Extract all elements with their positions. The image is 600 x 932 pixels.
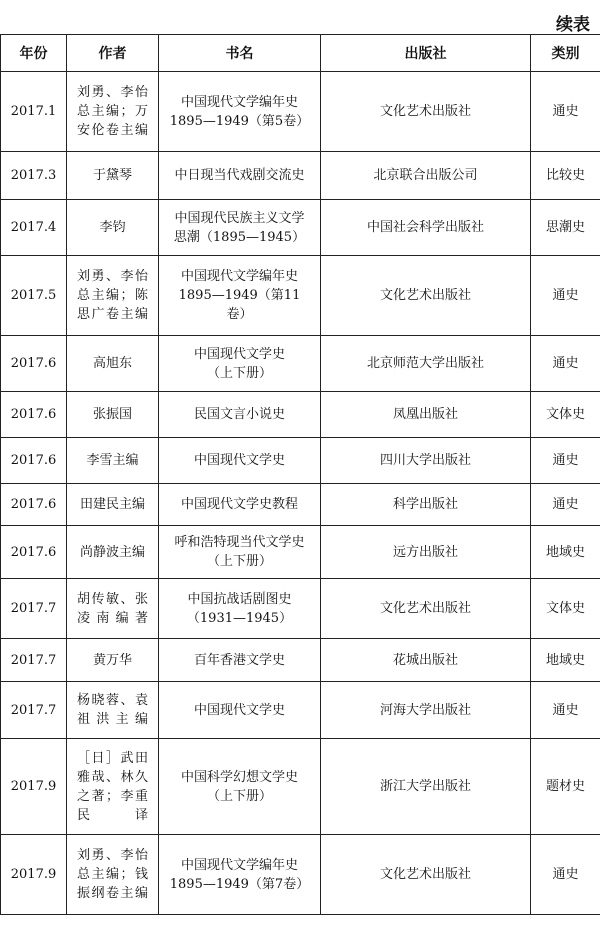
publisher-cell bbox=[321, 682, 531, 739]
publisher-text: 浙江大学出版社 bbox=[379, 779, 471, 794]
publisher-text: 远方出版社 bbox=[392, 544, 458, 560]
author-line: 刘勇、李怡 bbox=[77, 85, 148, 100]
author-line: 黄万华 bbox=[92, 652, 132, 668]
table-row bbox=[1, 484, 600, 526]
author-line: 民译 bbox=[77, 807, 148, 823]
title-line: （上下册） bbox=[206, 554, 272, 569]
author-line: 总主编；钱 bbox=[77, 867, 148, 882]
publisher-cell bbox=[321, 438, 531, 484]
year-text: 2017.1 bbox=[10, 104, 57, 119]
title-line: （上下册） bbox=[206, 788, 272, 804]
table-row bbox=[1, 438, 600, 484]
author-line: 李钧 bbox=[99, 220, 126, 235]
publisher-cell bbox=[321, 200, 531, 256]
year-text: 2017.9 bbox=[10, 867, 57, 882]
category-cell bbox=[531, 256, 600, 336]
publisher-cell bbox=[321, 739, 531, 835]
title-cell bbox=[159, 682, 321, 739]
title-cell bbox=[159, 256, 321, 336]
author-cell bbox=[67, 72, 159, 152]
author-line: 雅哉、林久 bbox=[77, 769, 148, 785]
category-text: 通史 bbox=[552, 356, 579, 371]
year-text: 2017.9 bbox=[10, 779, 57, 794]
table-row bbox=[1, 392, 600, 438]
category-text: 文体史 bbox=[545, 601, 585, 616]
title-line: 中国现代文学编年史 bbox=[180, 857, 298, 873]
title-cell bbox=[159, 72, 321, 152]
title-line: 中国现代文学编年史 bbox=[180, 269, 298, 284]
publisher-cell bbox=[321, 256, 531, 336]
author-line: 思广卷主编 bbox=[77, 307, 148, 322]
category-text: 通史 bbox=[552, 453, 579, 468]
year-cell bbox=[1, 200, 67, 256]
publisher-text: 河海大学出版社 bbox=[379, 702, 471, 718]
author-cell bbox=[67, 639, 159, 682]
category-cell bbox=[531, 200, 600, 256]
author-cell bbox=[67, 256, 159, 336]
title-cell bbox=[159, 835, 321, 915]
title-line: 呼和浩特现当代文学史 bbox=[174, 535, 305, 550]
year-text: 2017.4 bbox=[10, 220, 57, 235]
category-cell bbox=[531, 682, 600, 739]
title-line: 1895—1949（第11卷） bbox=[178, 288, 301, 322]
publisher-text: 四川大学出版社 bbox=[379, 453, 471, 468]
year-text: 2017.6 bbox=[10, 453, 57, 468]
year-cell bbox=[1, 639, 67, 682]
publisher-text: 文化艺术出版社 bbox=[379, 104, 471, 119]
publisher-cell bbox=[321, 835, 531, 915]
category-cell bbox=[531, 438, 600, 484]
table-header-row bbox=[1, 35, 600, 72]
table-row bbox=[1, 200, 600, 256]
title-line: 中国现代文学史 bbox=[193, 346, 285, 362]
title-cell bbox=[159, 200, 321, 256]
year-cell bbox=[1, 739, 67, 835]
header-title: 书名 bbox=[159, 35, 321, 72]
title-cell bbox=[159, 438, 321, 484]
title-cell bbox=[159, 484, 321, 526]
publisher-text: 文化艺术出版社 bbox=[379, 288, 471, 303]
year-text: 2017.6 bbox=[10, 544, 57, 560]
publisher-cell bbox=[321, 579, 531, 639]
year-cell bbox=[1, 392, 67, 438]
author-cell bbox=[67, 392, 159, 438]
author-line: 张振国 bbox=[92, 407, 132, 422]
author-line: 尚静波主编 bbox=[79, 544, 145, 560]
title-cell bbox=[159, 336, 321, 392]
publisher-cell bbox=[321, 639, 531, 682]
author-line: 总主编；万 bbox=[77, 104, 148, 119]
author-cell bbox=[67, 835, 159, 915]
year-cell bbox=[1, 72, 67, 152]
category-text: 通史 bbox=[552, 867, 579, 882]
publisher-text: 文化艺术出版社 bbox=[379, 867, 471, 882]
author-cell bbox=[67, 152, 159, 200]
year-cell bbox=[1, 256, 67, 336]
title-line: 中国现代文学编年史 bbox=[180, 94, 298, 110]
title-line: 中国抗战话剧图史 bbox=[187, 591, 292, 607]
author-cell bbox=[67, 579, 159, 639]
category-cell bbox=[531, 336, 600, 392]
title-line: 中国现代文学史教程 bbox=[180, 497, 298, 512]
title-line: 中日现当代戏剧交流史 bbox=[174, 168, 305, 183]
header-author: 作者 bbox=[67, 35, 159, 72]
category-text: 题材史 bbox=[545, 779, 585, 794]
author-line: 于黛琴 bbox=[92, 168, 132, 183]
publisher-text: 文化艺术出版社 bbox=[379, 601, 471, 616]
publisher-cell bbox=[321, 152, 531, 200]
title-cell bbox=[159, 152, 321, 200]
table-row bbox=[1, 835, 600, 915]
author-cell bbox=[67, 200, 159, 256]
table-row bbox=[1, 152, 600, 200]
category-cell bbox=[531, 526, 600, 579]
category-text: 思潮史 bbox=[545, 220, 585, 235]
category-text: 通史 bbox=[552, 497, 579, 512]
table-row bbox=[1, 682, 600, 739]
year-cell bbox=[1, 336, 67, 392]
year-cell bbox=[1, 484, 67, 526]
publisher-text: 中国社会科学出版社 bbox=[366, 220, 484, 235]
title-cell bbox=[159, 392, 321, 438]
author-cell bbox=[67, 526, 159, 579]
year-cell bbox=[1, 152, 67, 200]
year-text: 2017.7 bbox=[10, 702, 57, 718]
category-text: 通史 bbox=[552, 104, 579, 119]
year-cell bbox=[1, 835, 67, 915]
category-text: 通史 bbox=[552, 288, 579, 303]
table-row bbox=[1, 336, 600, 392]
year-cell bbox=[1, 438, 67, 484]
table-body bbox=[1, 72, 600, 915]
author-line: 振纲卷主编 bbox=[77, 886, 148, 901]
book-table bbox=[0, 34, 600, 915]
author-line: 祖洪主编 bbox=[77, 712, 148, 727]
author-line: ［日］武田 bbox=[77, 750, 148, 766]
title-line: 中国现代文学史 bbox=[193, 702, 285, 718]
author-line: 安伦卷主编 bbox=[77, 123, 148, 138]
table-row bbox=[1, 739, 600, 835]
publisher-text: 科学出版社 bbox=[392, 497, 458, 512]
author-line: 刘勇、李怡 bbox=[77, 848, 148, 863]
year-text: 2017.6 bbox=[10, 497, 57, 512]
continued-label: 续表 bbox=[556, 15, 590, 35]
title-line: 中国科学幻想文学史 bbox=[180, 769, 298, 785]
title-cell bbox=[159, 579, 321, 639]
title-line: （1931—1945） bbox=[186, 610, 293, 626]
author-line: 胡传敏、张 bbox=[77, 591, 148, 607]
title-line: 1895—1949（第5卷） bbox=[169, 113, 310, 129]
year-text: 2017.6 bbox=[10, 407, 57, 422]
category-cell bbox=[531, 72, 600, 152]
publisher-text: 凤凰出版社 bbox=[392, 407, 458, 422]
title-line: 民国文言小说史 bbox=[193, 407, 285, 422]
author-line: 凌南编著 bbox=[77, 610, 148, 626]
table-row bbox=[1, 256, 600, 336]
title-cell bbox=[159, 639, 321, 682]
author-line: 田建民主编 bbox=[79, 497, 145, 512]
category-cell bbox=[531, 152, 600, 200]
year-text: 2017.5 bbox=[10, 288, 57, 303]
author-cell bbox=[67, 682, 159, 739]
category-text: 文体史 bbox=[545, 407, 585, 422]
title-line: 中国现代文学史 bbox=[193, 453, 285, 468]
author-line: 高旭东 bbox=[92, 356, 132, 371]
header-category: 类别 bbox=[531, 35, 600, 72]
category-cell bbox=[531, 484, 600, 526]
title-cell bbox=[159, 739, 321, 835]
author-line: 李雪主编 bbox=[86, 453, 139, 468]
publisher-text: 北京师范大学出版社 bbox=[366, 356, 484, 371]
author-cell bbox=[67, 336, 159, 392]
category-cell bbox=[531, 579, 600, 639]
table-row bbox=[1, 579, 600, 639]
title-line: 中国现代民族主义文学 bbox=[174, 210, 305, 226]
header-year: 年份 bbox=[1, 35, 67, 72]
author-line: 杨晓蓉、袁 bbox=[77, 693, 148, 708]
year-text: 2017.7 bbox=[10, 652, 57, 668]
author-line: 刘勇、李怡 bbox=[77, 269, 148, 284]
publisher-cell bbox=[321, 526, 531, 579]
publisher-cell bbox=[321, 484, 531, 526]
category-text: 通史 bbox=[552, 702, 579, 718]
category-cell bbox=[531, 739, 600, 835]
title-cell bbox=[159, 526, 321, 579]
author-line: 总主编；陈 bbox=[77, 288, 148, 303]
year-cell bbox=[1, 682, 67, 739]
category-cell bbox=[531, 639, 600, 682]
category-cell bbox=[531, 392, 600, 438]
author-line: 之著；李重 bbox=[77, 788, 148, 804]
author-cell bbox=[67, 739, 159, 835]
title-line: 百年香港文学史 bbox=[193, 652, 285, 668]
year-text: 2017.7 bbox=[10, 601, 57, 616]
year-text: 2017.6 bbox=[10, 356, 57, 371]
category-cell bbox=[531, 835, 600, 915]
author-cell bbox=[67, 438, 159, 484]
category-text: 地域史 bbox=[545, 652, 585, 668]
title-line: 1895—1949（第7卷） bbox=[169, 876, 310, 892]
header-publisher: 出版社 bbox=[321, 35, 531, 72]
year-text: 2017.3 bbox=[10, 168, 57, 183]
year-cell bbox=[1, 526, 67, 579]
year-cell bbox=[1, 579, 67, 639]
publisher-cell bbox=[321, 392, 531, 438]
table-row bbox=[1, 526, 600, 579]
title-line: （上下册） bbox=[206, 365, 272, 381]
publisher-text: 北京联合出版公司 bbox=[373, 168, 478, 183]
publisher-cell bbox=[321, 72, 531, 152]
table-row bbox=[1, 639, 600, 682]
category-text: 比较史 bbox=[545, 168, 585, 183]
author-cell bbox=[67, 484, 159, 526]
title-line: 思潮（1895—1945） bbox=[173, 229, 306, 245]
publisher-text: 花城出版社 bbox=[392, 652, 458, 668]
publisher-cell bbox=[321, 336, 531, 392]
table-row bbox=[1, 72, 600, 152]
category-text: 地域史 bbox=[545, 544, 585, 560]
